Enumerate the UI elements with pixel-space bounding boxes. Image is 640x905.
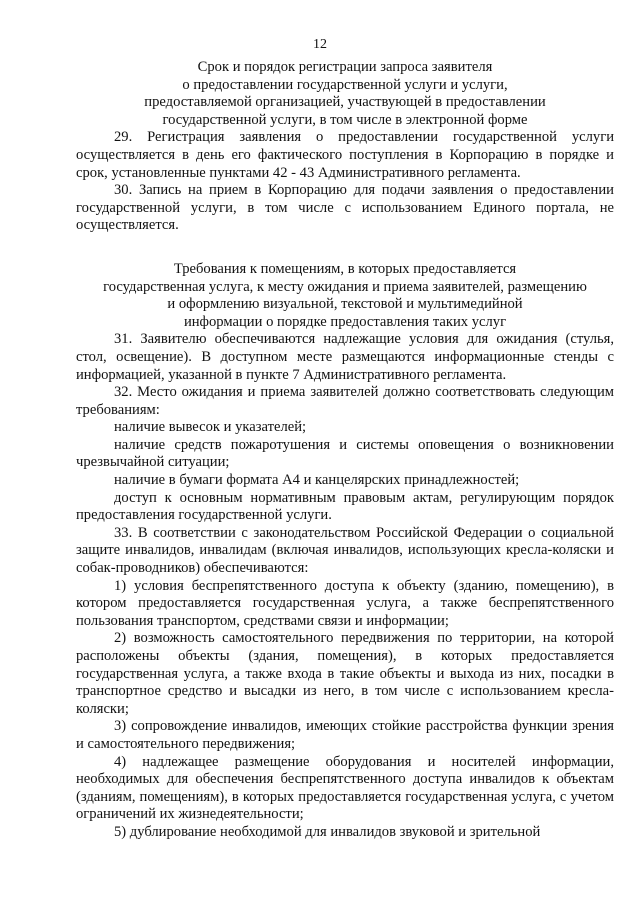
paragraph-30: 30. Запись на прием в Корпорацию для подачи заявления о предоставлении государственной услуги, в том числе с использованием Единого портала, не осуществляется.	[76, 182, 614, 234]
list-item-2: 2) возможность самостоятельного передвижения по территории, на которой расположены объекты (здания, помещения), в которых предоставляется государственная услуга, а также входа в такие объекты и выхода из них, посадки в транспортное средство и высадки из него, в том числе с использованием кресла-коляски;	[76, 630, 614, 717]
list-item-3: 3) сопровождение инвалидов, имеющих стойкие расстройства функции зрения и самостоятельного передвижения;	[76, 718, 614, 752]
paragraph-32: 32. Место ожидания и приема заявителей должно соответствовать следующим требованиям:	[76, 384, 614, 418]
heading-line: информации о порядке предоставления таких услуг	[183, 313, 507, 330]
heading-line: государственной услуги, в том числе в электронной форме	[162, 111, 528, 128]
section-gap	[76, 235, 614, 261]
list-item-paper-supplies: наличие в бумаги формата А4 и канцелярских принадлежностей;	[114, 472, 520, 489]
list-item-fire-safety: наличие средств пожаротушения и системы оповещения о возникновении чрезвычайной ситуации;	[76, 436, 614, 471]
page-content	[76, 59, 614, 842]
list-item-signs: наличие вывесок и указателей;	[114, 419, 307, 436]
heading-line: Срок и порядок регистрации запроса заявителя	[197, 59, 493, 75]
heading-line: о предоставлении государственной услуги и услуги,	[182, 76, 508, 93]
heading-line: и оформлению визуальной, текстовой и мультимедийной	[167, 296, 523, 313]
list-item-5: 5) дублирование необходимой для инвалидов звуковой и зрительной	[114, 823, 541, 840]
paragraph-31: 31. Заявителю обеспечиваются надлежащие условия для ожидания (стулья, стол, освещение). В доступном месте размещаются информационные стенды с информацией, указанной в пункте 7 Административного регламента.	[76, 331, 614, 383]
section-heading-registration	[76, 59, 614, 129]
heading-line: государственная услуга, к месту ожидания и приема заявителей, размещению	[103, 278, 587, 295]
heading-line: предоставляемой организацией, участвующей в предоставлении	[144, 94, 546, 111]
heading-line: Требования к помещениям, в которых предоставляется	[173, 260, 517, 277]
list-item-1: 1) условия беспрепятственного доступа к объекту (зданию, помещению), в котором предоставляется государственная услуга, а также беспрепятственного пользования транспортом, средствами связи и информации;	[76, 577, 614, 629]
section-heading-premises	[76, 261, 614, 331]
paragraph-33: 33. В соответствии с законодательством Российской Федерации о социальной защите инвалидов, инвалидам (включая инвалидов, использующих кресла-коляски и собак-проводников) обеспечиваются:	[76, 524, 614, 577]
list-item-4: 4) надлежащее размещение оборудования и носителей информации, необходимых для обеспечения беспрепятственного доступа инвалидов к объектам (зданиям, помещениям), в которых предоставляется государственная услуга, с учетом ограничений их жизнедеятельности;	[76, 753, 614, 823]
page-number: 12	[313, 37, 327, 52]
paragraph-29: 29. Регистрация заявления о предоставлении государственной услуги осуществляется в день его фактического поступления в Корпорацию в порядке и срок, установленные пунктами 42 - 43 Административного регламента.	[76, 129, 614, 181]
list-item-legal-acts: доступ к основным нормативным правовым актам, регулирующим порядок предоставления государственной услуги.	[76, 489, 614, 524]
